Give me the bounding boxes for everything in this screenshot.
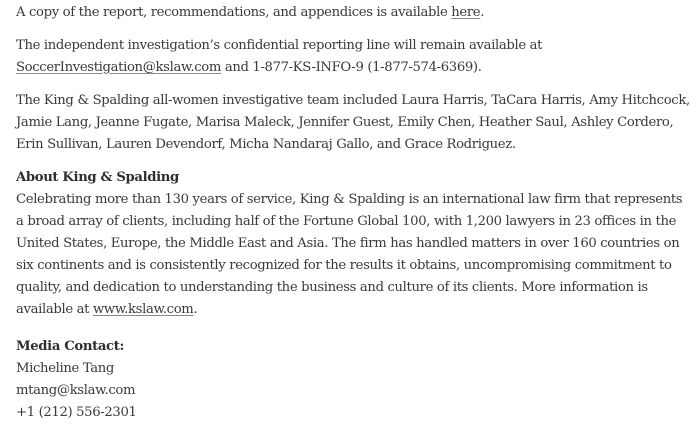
- report-here-link[interactable]: here: [451, 5, 481, 20]
- media-contact-email: mtang@kslaw.com: [16, 383, 136, 398]
- about-text-end: .: [193, 302, 198, 317]
- about-section: [16, 167, 692, 321]
- report-text-end: .: [480, 5, 485, 20]
- media-contact-phone: +1 (212) 556-2301: [16, 405, 137, 420]
- reporting-line-phone-text: and 1-877-KS-INFO-9 (1-877-574-6369).: [220, 60, 482, 75]
- kslaw-website-link[interactable]: www.kslaw.com: [92, 302, 194, 317]
- press-release-body: [16, 2, 692, 424]
- about-heading: About King & Spalding: [16, 170, 179, 185]
- report-availability-paragraph: [16, 2, 692, 24]
- media-contact-section: [16, 336, 692, 424]
- reporting-line-email-link[interactable]: SoccerInvestigation@kslaw.com: [16, 60, 221, 75]
- reporting-line-text: The independent investigation’s confidential reporting line will remain available at: [16, 38, 543, 53]
- reporting-line-paragraph: [16, 35, 692, 79]
- media-contact-heading: Media Contact:: [16, 339, 124, 354]
- about-text: Celebrating more than 130 years of service, King & Spalding is an international law firm that represents a broad array of clients, including half of the Fortune Global 100, with 1,200 lawyers in 23 offices in the United States, Europe, the Middle East and Asia. The firm has handled matters in over 160 countries on six continents and is consistently recognized for the results it obtains, uncompromising commitment to quality, and dedication to understanding the business and culture of its clients. More information is available at: [16, 192, 683, 317]
- team-paragraph: The King & Spalding all-women investigative team included Laura Harris, TaCara Harris, Amy Hitchcock, Jamie Lang, Jeanne Fugate, Marisa Maleck, Jennifer Guest, Emily Chen, Heather Saul, Ashley Cordero, Erin Sullivan, Lauren Devendorf, Micha Nandaraj Gallo, and Grace Rodriguez.: [16, 93, 690, 152]
- report-text: A copy of the report, recommendations, and appendices is available: [16, 5, 452, 20]
- media-contact-name: Micheline Tang: [16, 361, 114, 376]
